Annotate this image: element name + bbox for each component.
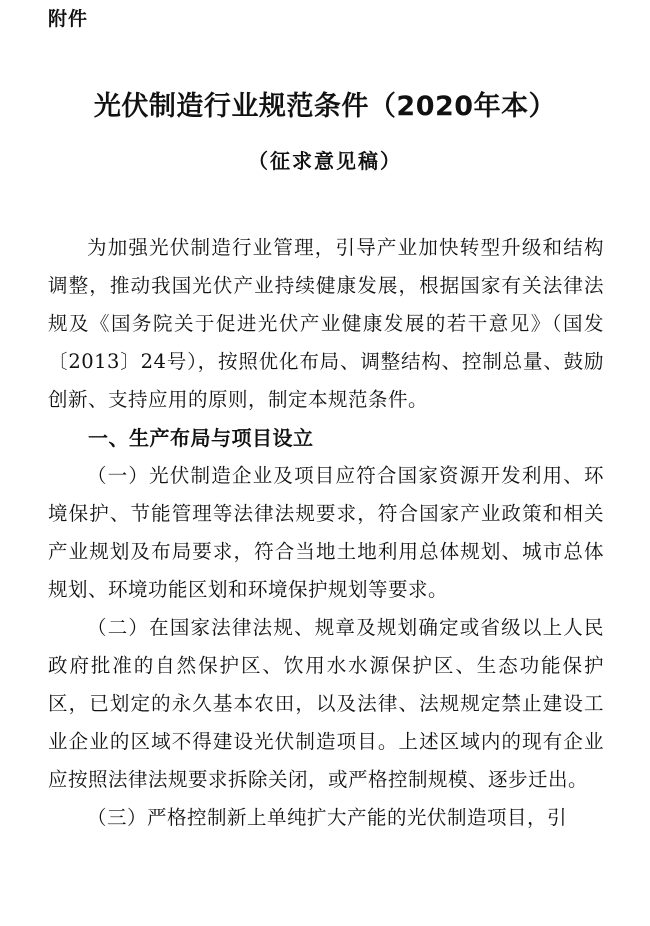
- document-subtitle: （征求意见稿）: [248, 149, 402, 173]
- attachment-label: 附件: [48, 8, 89, 30]
- clause-2-paragraph: （二）在国家法律法规、规章及规划确定或省级以上人民政府批准的自然保护区、饮用水水源保护区、生态功能保护区，已划定的永久基本农田，以及法律、法规规定禁止建设工业企业的区域不得建设光伏制造项目。上述区域内的现有企业应按照法律法规要求拆除关闭，或严格控制规模、逐步迁出。: [48, 616, 604, 791]
- section-heading-layout: 一、生产布局与项目设立: [88, 426, 314, 450]
- document-body: [48, 229, 604, 837]
- document-title: 光伏制造行业规范条件（2020年本）: [93, 91, 557, 122]
- clause-1-paragraph: （一）光伏制造企业及项目应符合国家资源开发利用、环境保护、节能管理等法律法规要求，符合国家产业政策和相关产业规划及布局要求，符合当地土地利用总体规划、城市总体规划、环境功能区划和环境保护规划等要求。: [48, 464, 604, 601]
- intro-paragraph: 为加强光伏制造行业管理，引导产业加快转型升级和结构调整，推动我国光伏产业持续健康发展，根据国家有关法律法规及《国务院关于促进光伏产业健康发展的若干意见》（国发〔2013〕24号），按照优化布局、调整结构、控制总量、鼓励创新、支持应用的原则，制定本规范条件。: [48, 236, 604, 411]
- clause-3-paragraph: （三）严格控制新上单纯扩大产能的光伏制造项目，引: [87, 806, 568, 829]
